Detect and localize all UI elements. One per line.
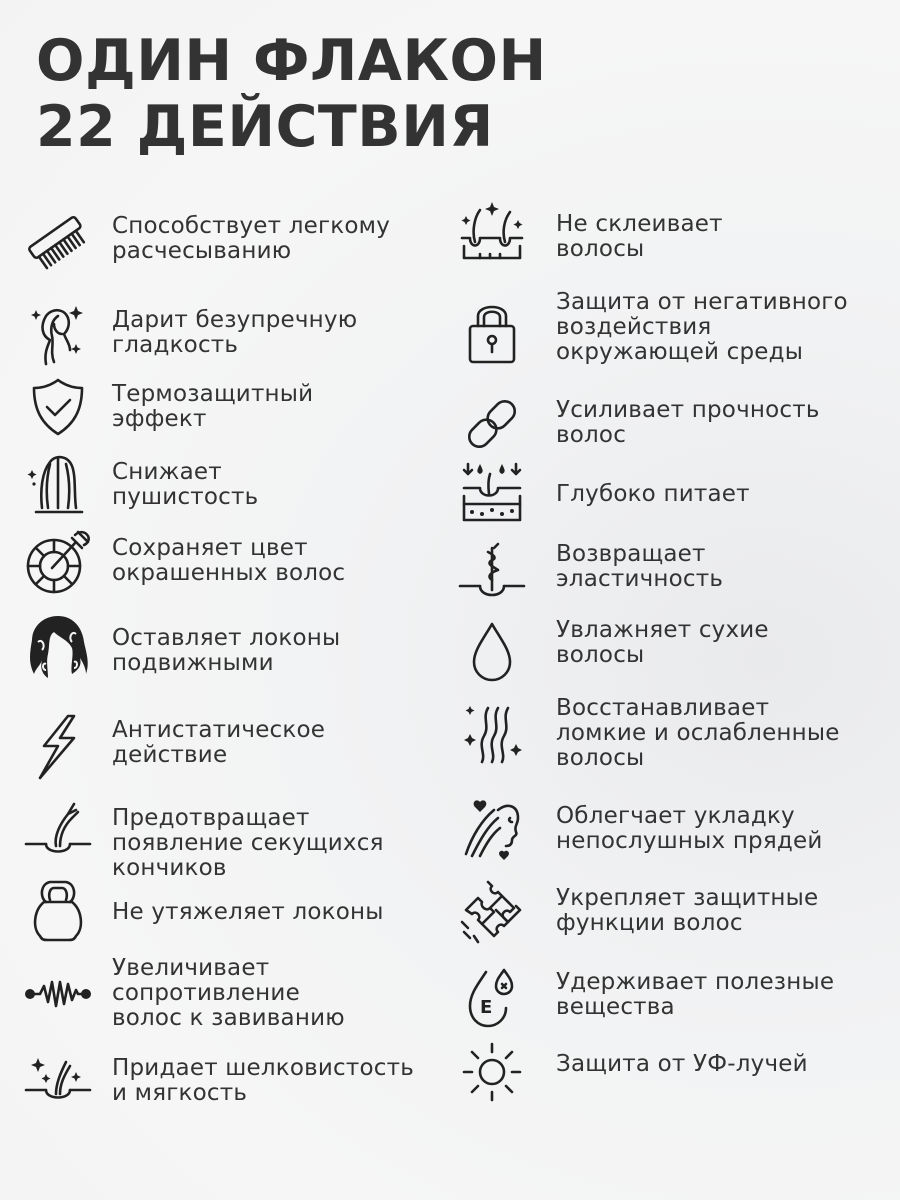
woman-profile-sparkle-icon [24,300,92,368]
sun-icon [458,1038,526,1106]
benefit-text: Предотвращает появление секущихся кончиков [112,805,384,881]
puzzle-pieces-icon [458,880,526,948]
benefit-text: Усиливает прочность волос [556,397,820,448]
shield-check-icon [24,372,92,440]
smooth-hair-head-icon [24,450,92,518]
curly-hair-icon [24,612,92,680]
frizz-wave-icon [24,960,92,1028]
benefit-text: Защита от УФ-лучей [556,1051,808,1077]
benefit-text: Оставляет локоны подвижными [112,625,341,676]
benefit-text: Придает шелковистость и мягкость [112,1055,414,1106]
benefit-text: Термозащитный эффект [112,381,314,432]
comb-icon [24,208,92,276]
chain-link-icon [458,390,526,458]
lightning-icon [24,712,92,780]
benefit-text: Облегчает укладку непослушных прядей [556,803,823,854]
benefit-text: Не утяжеляет локоны [112,899,384,925]
hair-follicles-sparkle-icon [458,198,526,266]
svg-text:E: E [480,997,493,1018]
woman-hair-hearts-icon [458,796,526,864]
benefit-text: Антистатическое действие [112,717,326,768]
water-drop-icon [458,618,526,686]
padlock-icon [458,296,526,364]
benefit-text: Снижает пушистость [112,459,259,510]
color-wheel-dropper-icon [24,528,92,596]
benefit-text: Глубоко питает [556,481,750,507]
benefit-text: Сохраняет цвет окрашенных волос [112,535,346,586]
benefit-text: Дарит безупречную гладкость [112,307,358,358]
page-title [36,28,547,160]
benefit-text: Защита от негативного воздействия окружающей среды [556,289,848,365]
benefit-text: Увлажняет сухие волосы [556,617,769,668]
benefit-text: Удерживает полезные вещества [556,969,835,1020]
wavy-strands-sparkle-icon [458,700,526,768]
benefit-text: Способствует легкому расчесыванию [112,213,391,264]
silky-hair-follicle-icon [24,1048,92,1116]
benefit-text: Восстанавливает ломкие и ослабленные волосы [556,695,840,771]
title-line-1: ОДИН ФЛАКОН [36,28,547,94]
kettlebell-icon [24,878,92,946]
benefit-text: Возвращает эластичность [556,541,724,592]
title-line-2: 22 ДЕЙСТВИЯ [36,94,494,160]
vitamin-e-drop-icon [458,966,526,1034]
benefit-text: Увеличивает сопротивление волос к завиванию [112,955,345,1031]
benefit-text: Укрепляет защитные функции волос [556,885,819,936]
scalp-nourish-drops-icon [458,460,526,528]
benefit-text: Не склеивает волосы [556,211,723,262]
split-ends-icon [24,800,92,868]
elastic-hair-follicle-icon [458,540,526,608]
